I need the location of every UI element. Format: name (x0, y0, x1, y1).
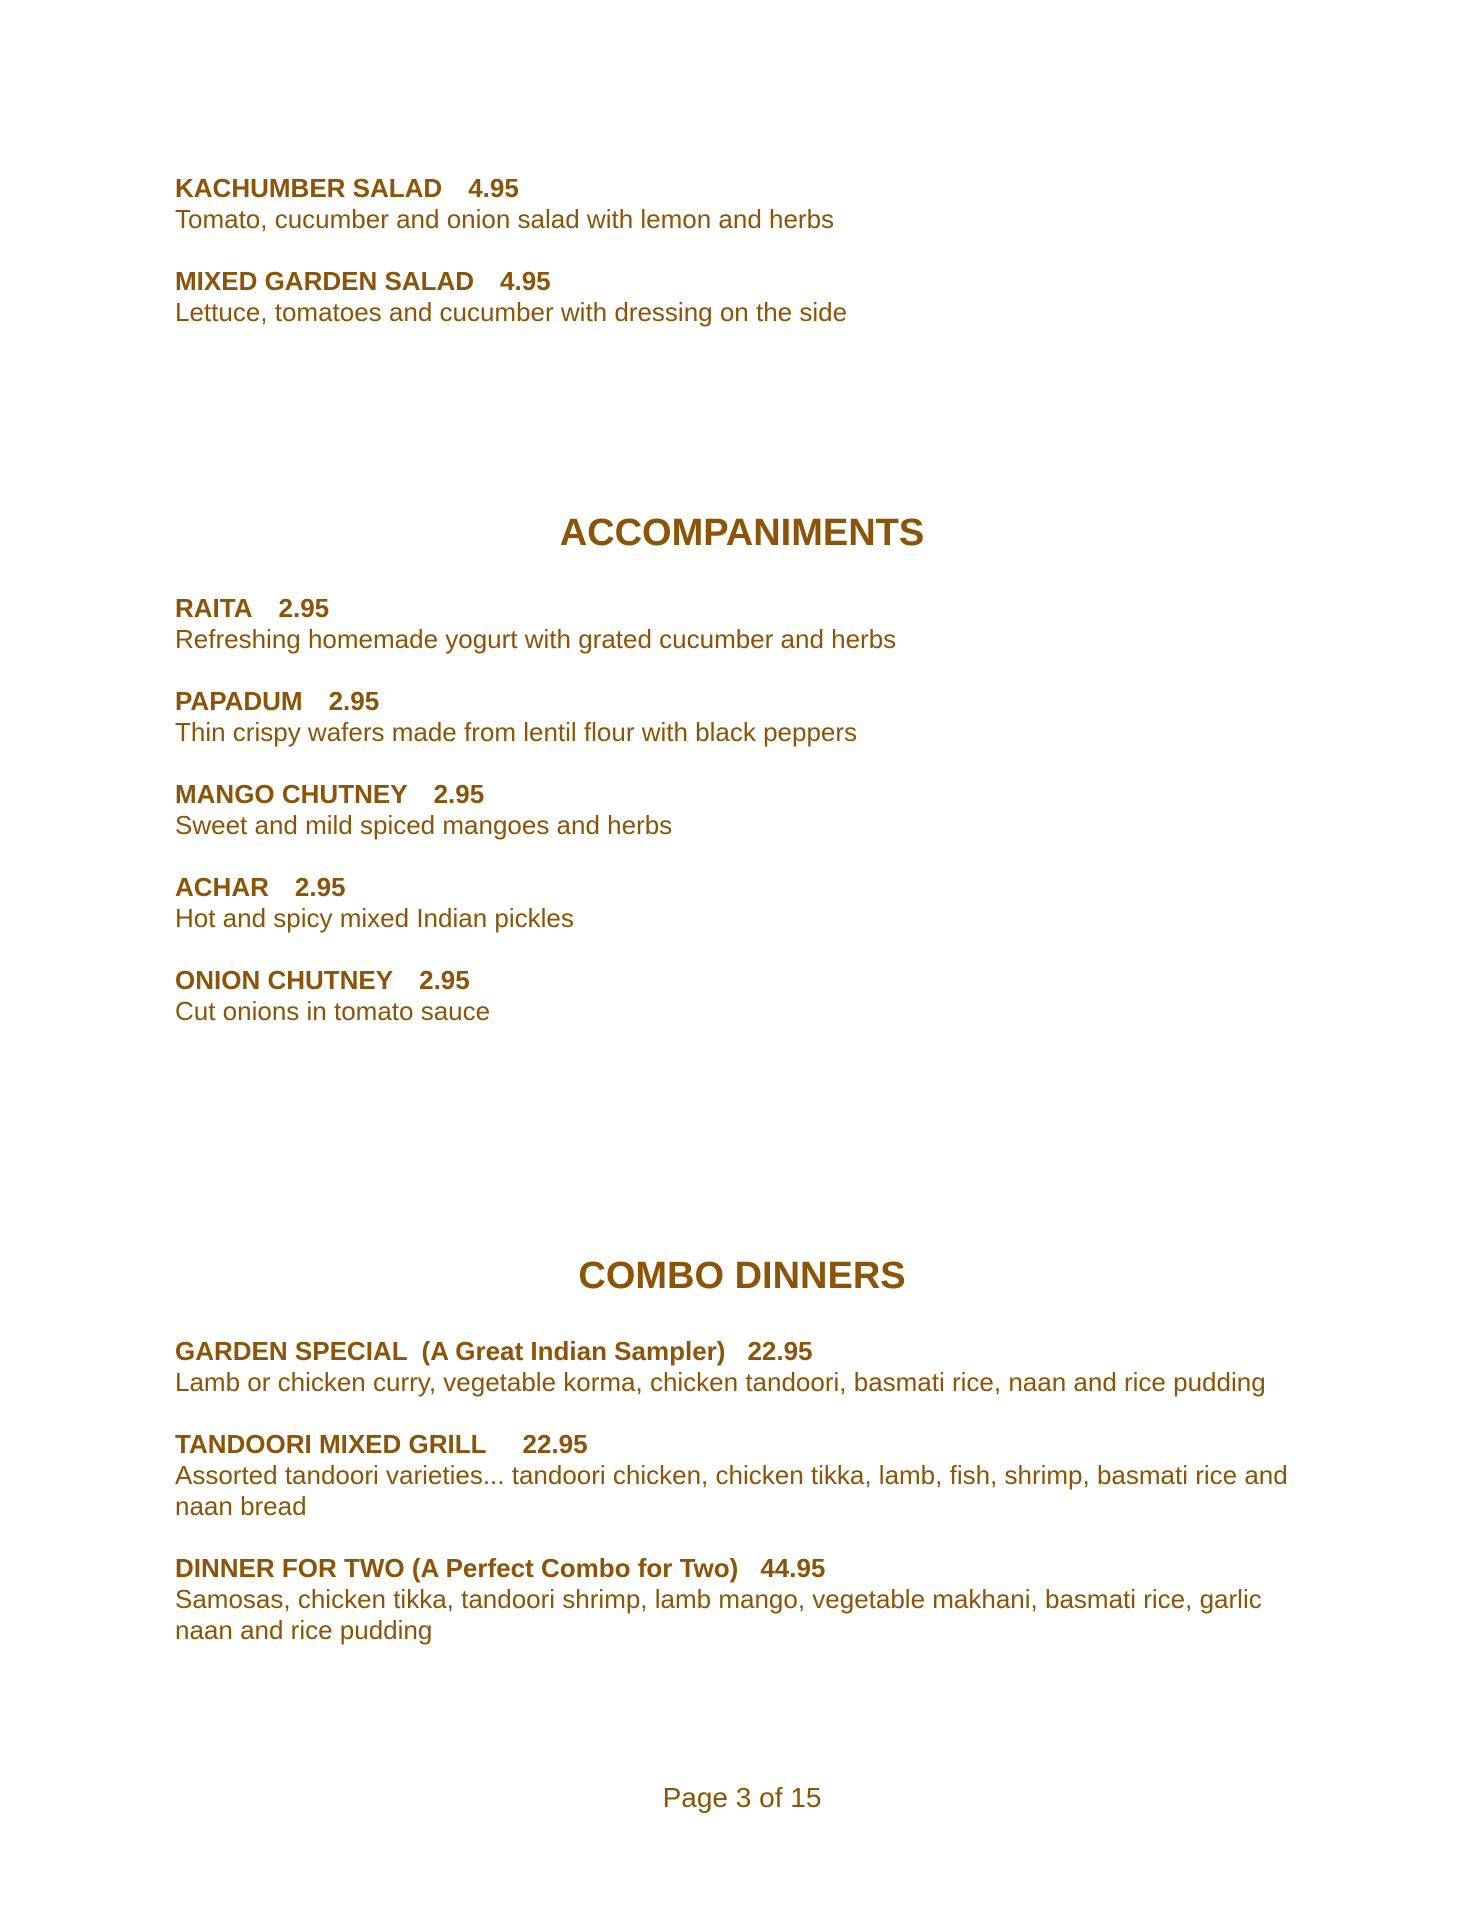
item-description: Hot and spicy mixed Indian pickles (175, 903, 574, 933)
item-price: 22.95 (522, 1429, 588, 1459)
item-name: GARDEN SPECIAL (A Great Indian Sampler) (175, 1336, 726, 1366)
section-title-accompaniments: ACCOMPANIMENTS (559, 512, 925, 554)
menu-item-mixed-garden-salad (175, 265, 1325, 328)
item-heading (175, 685, 1325, 717)
item-heading (175, 1335, 1325, 1367)
item-price: 2.95 (419, 965, 470, 995)
item-heading (175, 778, 1325, 810)
item-heading (175, 172, 1325, 204)
menu-item-dinner-for-two (175, 1552, 1325, 1646)
item-description: Samosas, chicken tikka, tandoori shrimp, lamb mango, vegetable makhani, basmati rice, garlic naan and rice pudding (175, 1584, 1262, 1645)
menu-item-raita (175, 592, 1325, 655)
item-name: PAPADUM (175, 686, 303, 716)
item-description: Assorted tandoori varieties... tandoori chicken, chicken tikka, lamb, fish, shrimp, basmati rice and naan bread (175, 1460, 1288, 1521)
page-number: Page 3 of 15 (662, 1782, 822, 1813)
menu-item-onion-chutney (175, 964, 1325, 1027)
item-heading (175, 964, 1325, 996)
item-price: 2.95 (294, 872, 346, 902)
item-heading (175, 1552, 1325, 1584)
item-name: MANGO CHUTNEY (175, 779, 408, 809)
item-description: Tomato, cucumber and onion salad with lemon and herbs (175, 204, 835, 234)
item-description: Sweet and mild spiced mangoes and herbs (175, 810, 673, 840)
item-price: 2.95 (278, 593, 330, 623)
item-price: 2.95 (433, 779, 485, 809)
title-gap (175, 556, 1325, 592)
menu-item-papadum (175, 685, 1325, 748)
item-name: KACHUMBER SALAD (175, 173, 443, 203)
item-price: 4.95 (468, 173, 519, 203)
item-heading (175, 1428, 1325, 1460)
item-name: RAITA (175, 593, 253, 623)
item-description: Thin crispy wafers made from lentil flour with black peppers (175, 717, 858, 747)
item-price: 22.95 (747, 1336, 813, 1366)
section-spacer (175, 1057, 1325, 1253)
item-heading (175, 265, 1325, 297)
item-description: Refreshing homemade yogurt with grated cucumber and herbs (175, 624, 897, 654)
section-title-combo-dinners: COMBO DINNERS (578, 1255, 906, 1297)
item-description: Lettuce, tomatoes and cucumber with dressing on the side (175, 297, 848, 327)
menu-item-garden-special (175, 1335, 1325, 1398)
menu-item-tandoori-mixed-grill (175, 1428, 1325, 1522)
menu-item-mango-chutney (175, 778, 1325, 841)
item-name: ACHAR (175, 872, 269, 902)
item-price: 4.95 (500, 266, 551, 296)
item-heading (175, 592, 1325, 624)
menu-content (175, 172, 1325, 1676)
item-name: MIXED GARDEN SALAD (175, 266, 475, 296)
item-name: ONION CHUTNEY (175, 965, 394, 995)
item-description: Lamb or chicken curry, vegetable korma, chicken tandoori, basmati rice, naan and rice pudding (175, 1367, 1266, 1397)
item-name: TANDOORI MIXED GRILL (175, 1429, 487, 1459)
section-spacer (175, 358, 1325, 510)
item-description: Cut onions in tomato sauce (175, 996, 491, 1026)
item-price: 44.95 (760, 1553, 826, 1583)
title-gap (175, 1299, 1325, 1335)
menu-item-kachumber-salad (175, 172, 1325, 235)
item-price: 2.95 (328, 686, 380, 716)
menu-item-achar (175, 871, 1325, 934)
item-heading (175, 871, 1325, 903)
item-name: DINNER FOR TWO (A Perfect Combo for Two) (175, 1553, 739, 1583)
